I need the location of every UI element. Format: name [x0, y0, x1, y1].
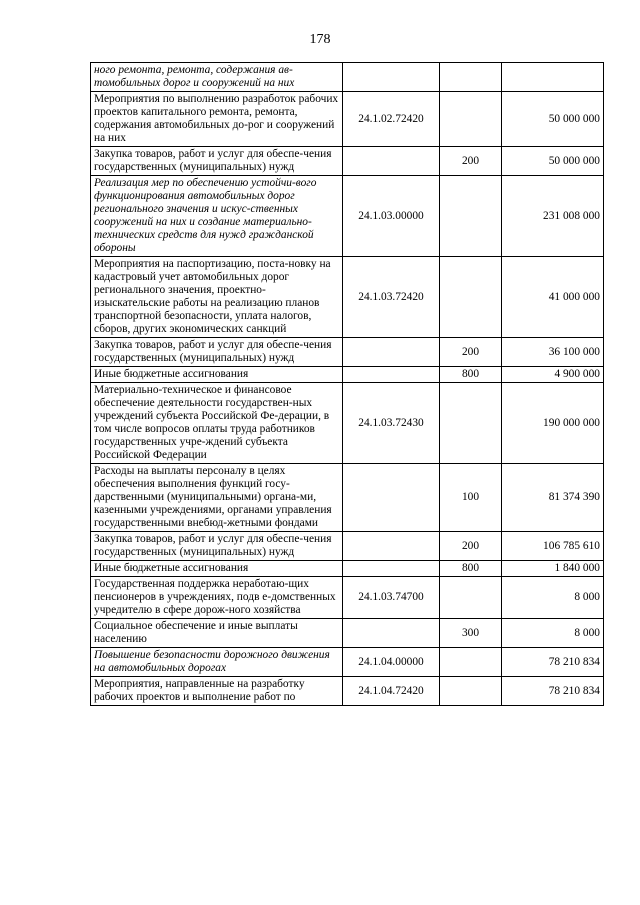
table-row	[91, 338, 604, 367]
row-name-cell: Закупка товаров, работ и услуг для обеспе-чения государственных (муниципальных) нужд	[91, 532, 343, 561]
row-name-cell: Реализация мер по обеспечению устойчи-вого функционирования автомобильных дорог регионального значения и искус-ственных сооружений на них и создание материально-технических средств для нужд гражданской обороны	[91, 176, 343, 257]
row-expense-type-cell: 100	[440, 464, 502, 532]
row-expense-type-cell: 800	[440, 561, 502, 577]
row-expense-type-cell	[440, 577, 502, 619]
row-amount-cell: 50 000 000	[502, 147, 604, 176]
row-amount-cell: 8 000	[502, 619, 604, 648]
budget-table	[90, 62, 604, 706]
table-row	[91, 383, 604, 464]
row-name-cell: Социальное обеспечение и иные выплаты населению	[91, 619, 343, 648]
page-number: 178	[309, 32, 331, 47]
row-expense-type-cell	[440, 92, 502, 147]
row-name-cell: Мероприятия, направленные на разработку рабочих проектов и выполнение работ по	[91, 677, 343, 706]
row-name-cell: Мероприятия по выполнению разработок рабочих проектов капитального ремонта, ремонта, содержания автомобильных до-рог и сооружений на них	[91, 92, 343, 147]
row-expense-type-cell: 200	[440, 147, 502, 176]
table-row	[91, 561, 604, 577]
table-row	[91, 619, 604, 648]
row-code-cell: 24.1.03.00000	[343, 176, 440, 257]
row-expense-type-cell: 800	[440, 367, 502, 383]
table-row	[91, 63, 604, 92]
row-amount-cell: 81 374 390	[502, 464, 604, 532]
row-name-cell: Государственная поддержка неработаю-щих пенсионеров в учреждениях, подв е-домственных учредителю в сфере дорож-ного хозяйства	[91, 577, 343, 619]
row-expense-type-cell	[440, 383, 502, 464]
row-code-cell	[343, 619, 440, 648]
row-code-cell: 24.1.04.72420	[343, 677, 440, 706]
row-expense-type-cell	[440, 677, 502, 706]
row-amount-cell: 41 000 000	[502, 257, 604, 338]
row-amount-cell: 1 840 000	[502, 561, 604, 577]
row-amount-cell: 231 008 000	[502, 176, 604, 257]
row-amount-cell: 106 785 610	[502, 532, 604, 561]
table-row	[91, 464, 604, 532]
table-row	[91, 176, 604, 257]
row-code-cell	[343, 63, 440, 92]
row-name-cell: Закупка товаров, работ и услуг для обеспе-чения государственных (муниципальных) нужд	[91, 147, 343, 176]
table-row	[91, 532, 604, 561]
row-code-cell: 24.1.03.74700	[343, 577, 440, 619]
row-code-cell: 24.1.03.72430	[343, 383, 440, 464]
table-row	[91, 677, 604, 706]
row-name-cell: Материально-техническое и финансовое обеспечение деятельности государствен-ных учреждений субъекта Российской Фе-дерации, в том числе вопросов оплаты труда работников государственных учре-ждений субъекта Российской Федерации	[91, 383, 343, 464]
row-code-cell	[343, 464, 440, 532]
row-amount-cell: 4 900 000	[502, 367, 604, 383]
row-expense-type-cell	[440, 257, 502, 338]
row-code-cell: 24.1.02.72420	[343, 92, 440, 147]
row-name-cell: Повышение безопасности дорожного движения на автомобильных дорогах	[91, 648, 343, 677]
row-code-cell: 24.1.04.00000	[343, 648, 440, 677]
row-expense-type-cell	[440, 63, 502, 92]
row-name-cell: Мероприятия на паспортизацию, поста-новку на кадастровый учет автомобильных дорог регионального значения, проектно-изыскательские работы на реализацию планов транспортной безопасности, уплата налогов, сборов, других экономических санкций	[91, 257, 343, 338]
row-amount-cell: 50 000 000	[502, 92, 604, 147]
row-name-cell: Закупка товаров, работ и услуг для обеспе-чения государственных (муниципальных) нужд	[91, 338, 343, 367]
table-row	[91, 648, 604, 677]
table-row	[91, 257, 604, 338]
row-amount-cell: 190 000 000	[502, 383, 604, 464]
row-expense-type-cell: 200	[440, 338, 502, 367]
row-amount-cell: 8 000	[502, 577, 604, 619]
row-name-cell: Иные бюджетные ассигнования	[91, 367, 343, 383]
row-expense-type-cell: 300	[440, 619, 502, 648]
row-amount-cell: 36 100 000	[502, 338, 604, 367]
row-name-cell: Расходы на выплаты персоналу в целях обеспечения выполнения функций госу-дарственными (муниципальными) органа-ми, казенными учреждениями, органами управления государственными внебюд-жетными фондами	[91, 464, 343, 532]
row-code-cell	[343, 367, 440, 383]
row-code-cell	[343, 147, 440, 176]
row-code-cell	[343, 561, 440, 577]
row-expense-type-cell: 200	[440, 532, 502, 561]
row-code-cell	[343, 338, 440, 367]
row-amount-cell	[502, 63, 604, 92]
row-amount-cell: 78 210 834	[502, 677, 604, 706]
row-name-cell: ного ремонта, ремонта, содержания ав-томобильных дорог и сооружений на них	[91, 63, 343, 92]
table-row	[91, 577, 604, 619]
table-row	[91, 367, 604, 383]
row-code-cell: 24.1.03.72420	[343, 257, 440, 338]
table-row	[91, 92, 604, 147]
row-amount-cell: 78 210 834	[502, 648, 604, 677]
row-name-cell: Иные бюджетные ассигнования	[91, 561, 343, 577]
row-expense-type-cell	[440, 176, 502, 257]
row-code-cell	[343, 532, 440, 561]
row-expense-type-cell	[440, 648, 502, 677]
table-row	[91, 147, 604, 176]
budget-table-body	[91, 63, 604, 706]
